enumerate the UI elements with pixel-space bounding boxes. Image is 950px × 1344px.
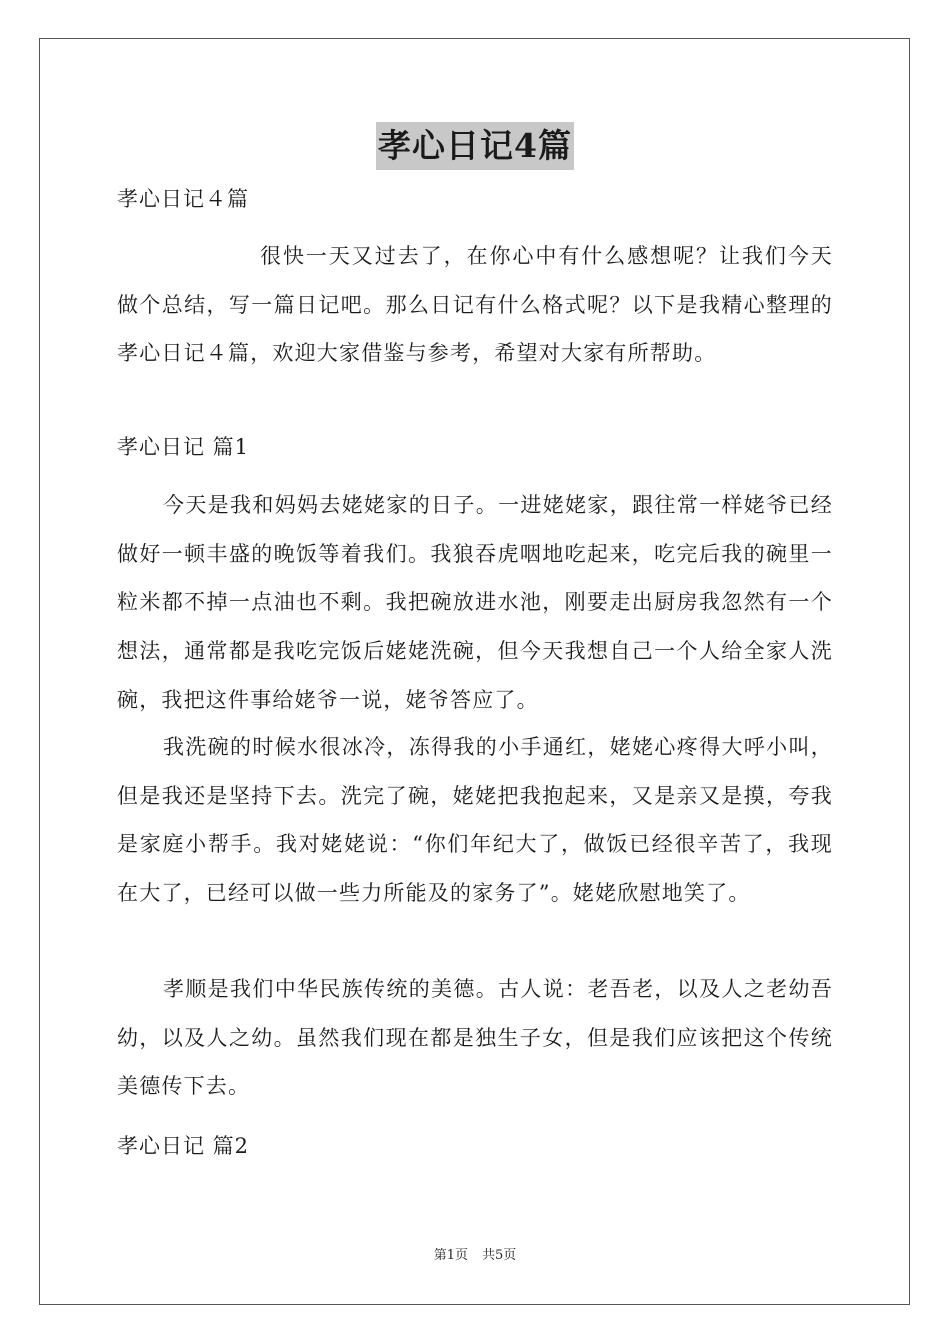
document-title: 孝心日记4篇 [376,122,574,170]
title-container [0,122,950,170]
section-1-paragraph-1: 今天是我和妈妈去姥姥家的日子。一进姥姥家，跟往常一样姥爷已经做好一顿丰盛的晚饭等着我们。我狼吞虎咽地吃起来，吃完后我的碗里一粒米都不掉一点油也不剩。我把碗放进水池，刚要走出厨房我忽然有一个想法，通常都是我吃完饭后姥姥洗碗，但今天我想自己一个人给全家人洗碗，我把这件事给姥爷一说，姥爷答应了。 [117,493,833,712]
section-heading-1: 孝心日记 篇1 [117,435,250,459]
section-heading-2: 孝心日记 篇2 [117,1134,250,1158]
page-number: 第1页 [433,1248,468,1263]
page-footer [0,1247,950,1265]
intro-paragraph: 很快一天又过去了，在你心中有什么感想呢？让我们今天做个总结，写一篇日记吧。那么日记有什么格式呢？以下是我精心整理的孝心日记４篇，欢迎大家借鉴与参考，希望对大家有所帮助。 [117,244,833,366]
section-1-paragraph-3: 孝顺是我们中华民族传统的美德。古人说：老吾老，以及人之老幼吾幼，以及人之幼。虽然我们现在都是独生子女，但是我们应该把这个传统美德传下去。 [117,977,833,1099]
document-subtitle: 孝心日记４篇 [117,187,249,211]
section-1-paragraph-2: 我洗碗的时候水很冰冷，冻得我的小手通红，姥姥心疼得大呼小叫，但是我还是坚持下去。洗完了碗，姥姥把我抱起来，又是亲又是摸，夸我是家庭小帮手。我对姥姥说：“你们年纪大了，做饭已经很辛苦了，我现在大了，已经可以做一些力所能及的家务了”。姥姥欣慰地笑了。 [117,735,833,906]
page-total: 共5页 [482,1248,517,1263]
